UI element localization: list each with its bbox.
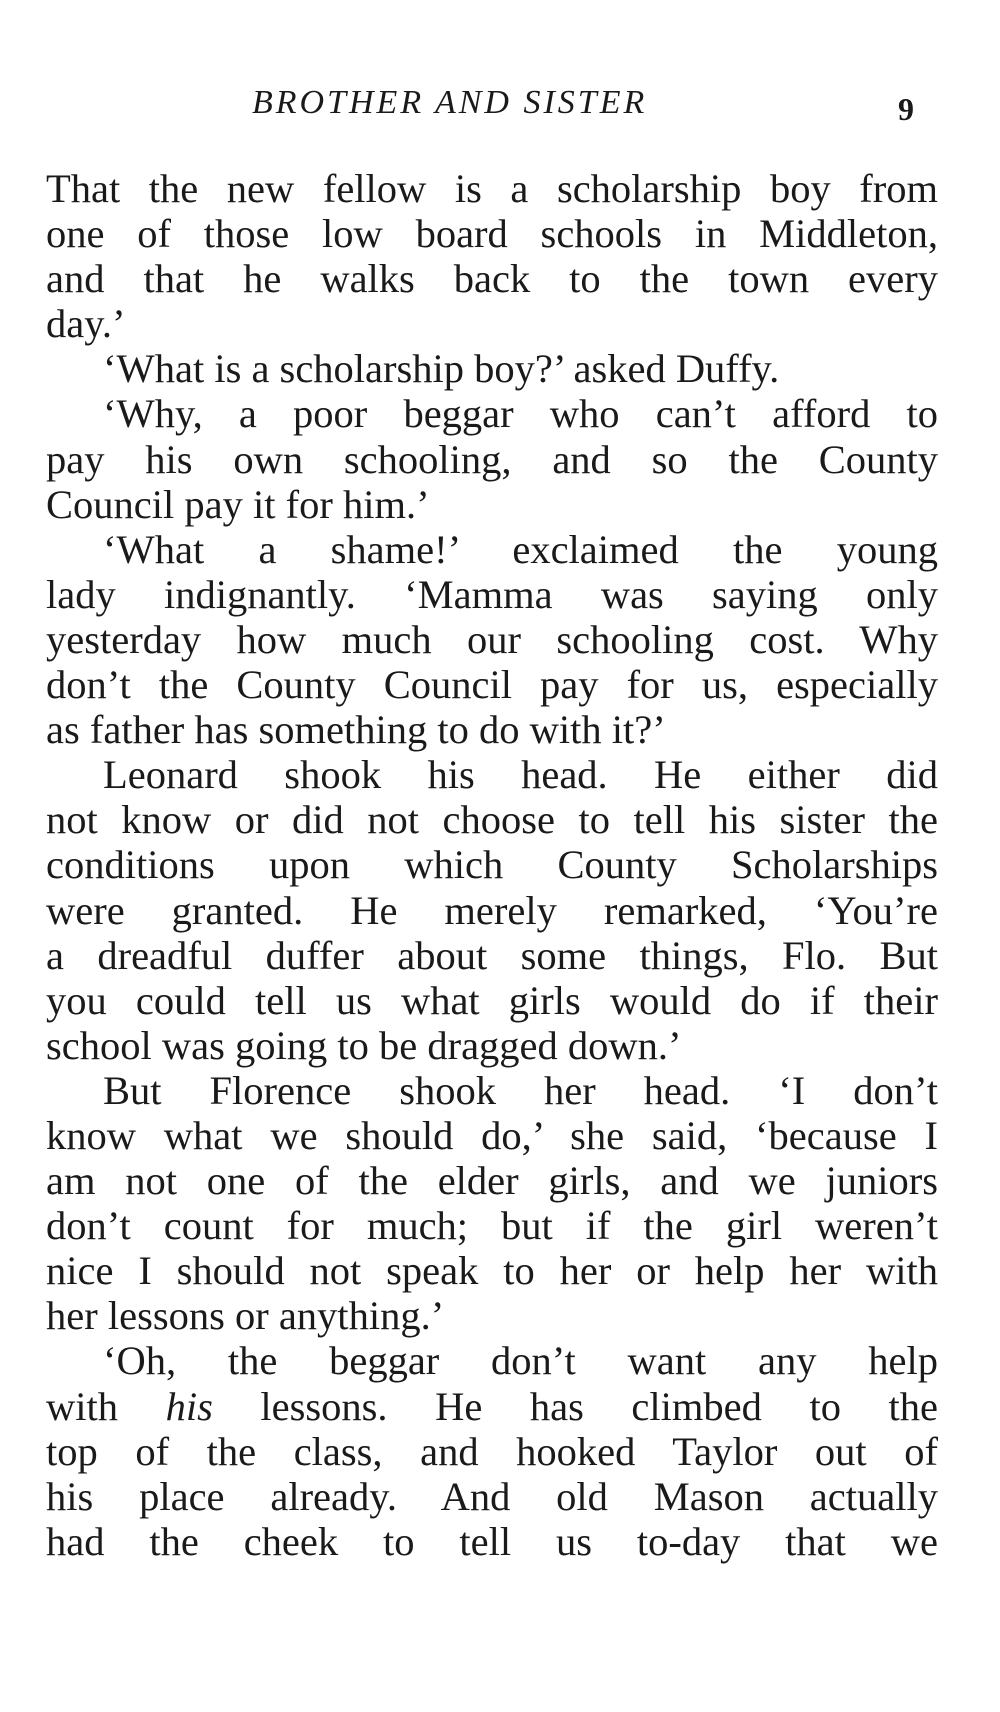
text-line: you could tell us what girls would do if their (46, 977, 938, 1023)
text-line: am not one of the elder girls, and we juniors (46, 1158, 938, 1204)
body-text (46, 166, 938, 1564)
text-line: one of those low board schools in Middleton, (46, 211, 938, 257)
text-line: But Florence shook her head. ‘I don’t (103, 1067, 938, 1113)
text-line: a dreadful duffer about some things, Flo. But (46, 932, 938, 978)
text-line: yesterday how much our schooling cost. Why (46, 616, 938, 662)
text-line: not know or did not choose to tell his sister the (46, 797, 938, 843)
text-line: lady indignantly. ‘Mamma was saying only (46, 571, 938, 617)
text-line: ‘Why, a poor beggar who can’t afford to (103, 391, 938, 437)
text-line: Leonard shook his head. He either did (103, 752, 938, 798)
text-line: That the new fellow is a scholarship boy from (46, 166, 938, 211)
text-line: had the cheek to tell us to-day that we (46, 1518, 938, 1564)
text-line: his place already. And old Mason actually (46, 1473, 938, 1519)
text-line: nice I should not speak to her or help her with (46, 1248, 938, 1294)
text-fragment: with (46, 1383, 119, 1429)
text-line: ‘Oh, the beggar don’t want any help (103, 1338, 938, 1384)
text-line: ‘What a shame!’ exclaimed the young (103, 526, 938, 572)
running-head (0, 78, 1000, 128)
text-line: pay his own schooling, and so the County (46, 436, 938, 482)
text-line: day.’ (46, 301, 126, 347)
text-line: her lessons or anything.’ (46, 1293, 445, 1339)
text-line: top of the class, and hooked Taylor out of (46, 1428, 938, 1474)
text-line: Council pay it for him.’ (46, 481, 430, 527)
text-line: as father has something to do with it?’ (46, 707, 666, 753)
text-line: don’t the County Council pay for us, especially (46, 662, 938, 708)
text-line: know what we should do,’ she said, ‘because I (46, 1112, 938, 1158)
text-line: conditions upon which County Scholarships (46, 842, 938, 888)
emphasized-word: his (165, 1383, 213, 1429)
running-title: BROTHER AND SISTER (252, 84, 648, 121)
text-line: don’t count for much; but if the girl weren’t (46, 1203, 938, 1249)
text-line: and that he walks back to the town every (46, 256, 938, 302)
page-number: 9 (898, 91, 914, 127)
text-line: were granted. He merely remarked, ‘You’re (46, 887, 938, 933)
text-line: school was going to be dragged down.’ (46, 1022, 682, 1068)
text-line (46, 1384, 938, 1429)
text-line: ‘What is a scholarship boy?’ asked Duffy. (103, 346, 780, 392)
text-fragment: lessons. He has climbed to the (260, 1383, 938, 1429)
